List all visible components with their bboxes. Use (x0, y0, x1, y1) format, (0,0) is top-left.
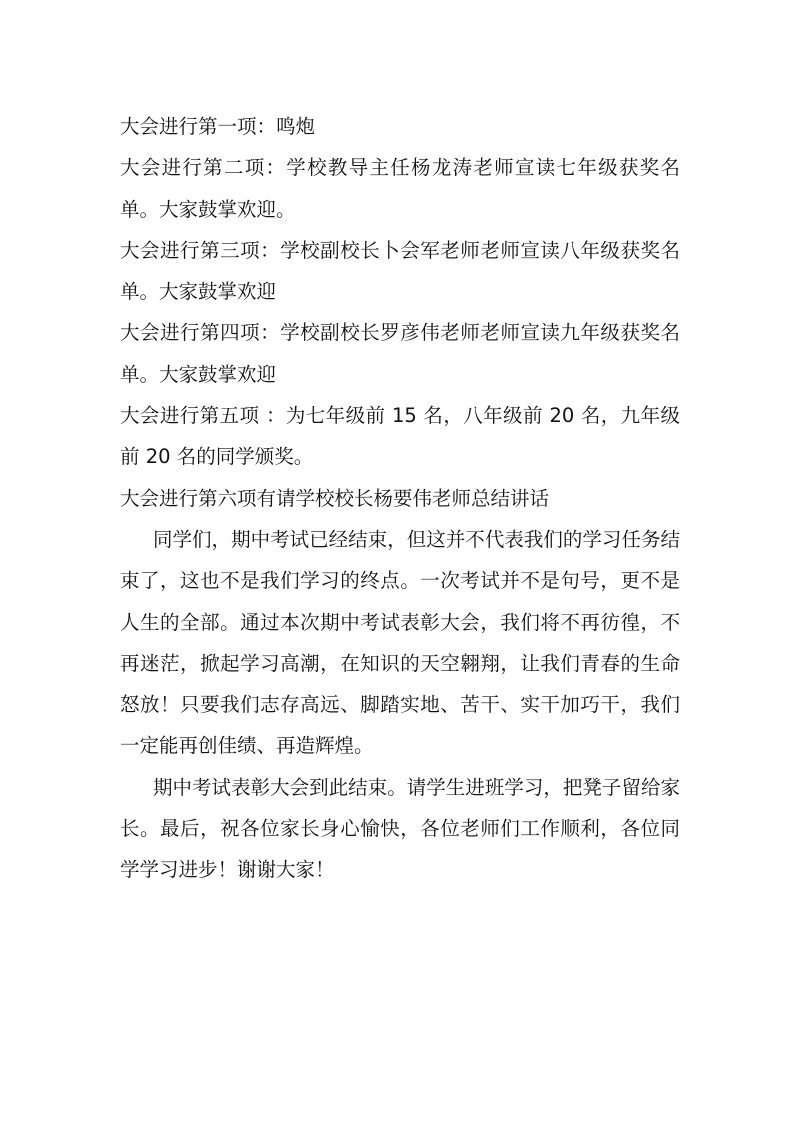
paragraph-item-4: 大会进行第四项：学校副校长罗彦伟老师老师宣读九年级获奖名单。大家鼓掌欢迎 (120, 321, 680, 386)
paragraph-item-3: 大会进行第三项：学校副校长卜会军老师老师宣读八年级获奖名单。大家鼓掌欢迎 (120, 238, 680, 304)
document-body (120, 106, 680, 891)
paragraph-item-1: 大会进行第一项：鸣炮 (120, 115, 316, 138)
paragraph-item-6: 大会进行第六项有请学校校长杨要伟老师总结讲话 (120, 486, 550, 510)
closing-paragraph: 期中考试表彰大会到此结束。请学生进班学习，把凳子留给家长。最后，祝各位家长身心愉快，各位老师们工作顺利，各位同学学习进步！谢谢大家！ (120, 775, 680, 882)
paragraph-item-5: 大会进行第五项 ：为七年级前 15 名，八年级前 20 名，九年级前 20 名的同学颁奖。 (120, 404, 680, 469)
paragraph-item-2: 大会进行第二项：学校教导主任杨龙涛老师宣读七年级获奖名单。大家鼓掌欢迎。 (120, 156, 680, 221)
speech-paragraph: 同学们，期中考试已经结束，但这并不代表我们的学习任务结束了，这也不是我们学习的终点。一次考试并不是句号，更不是人生的全部。通过本次期中考试表彰大会，我们将不再彷徨，不再迷茫，掀起学习高潮，在知识的天空翱翔，让我们青春的生命怒放！只要我们志存高远、脚踏实地、苦干、实干加巧干，我们一定能再创佳绩、再造辉煌。 (120, 527, 680, 758)
